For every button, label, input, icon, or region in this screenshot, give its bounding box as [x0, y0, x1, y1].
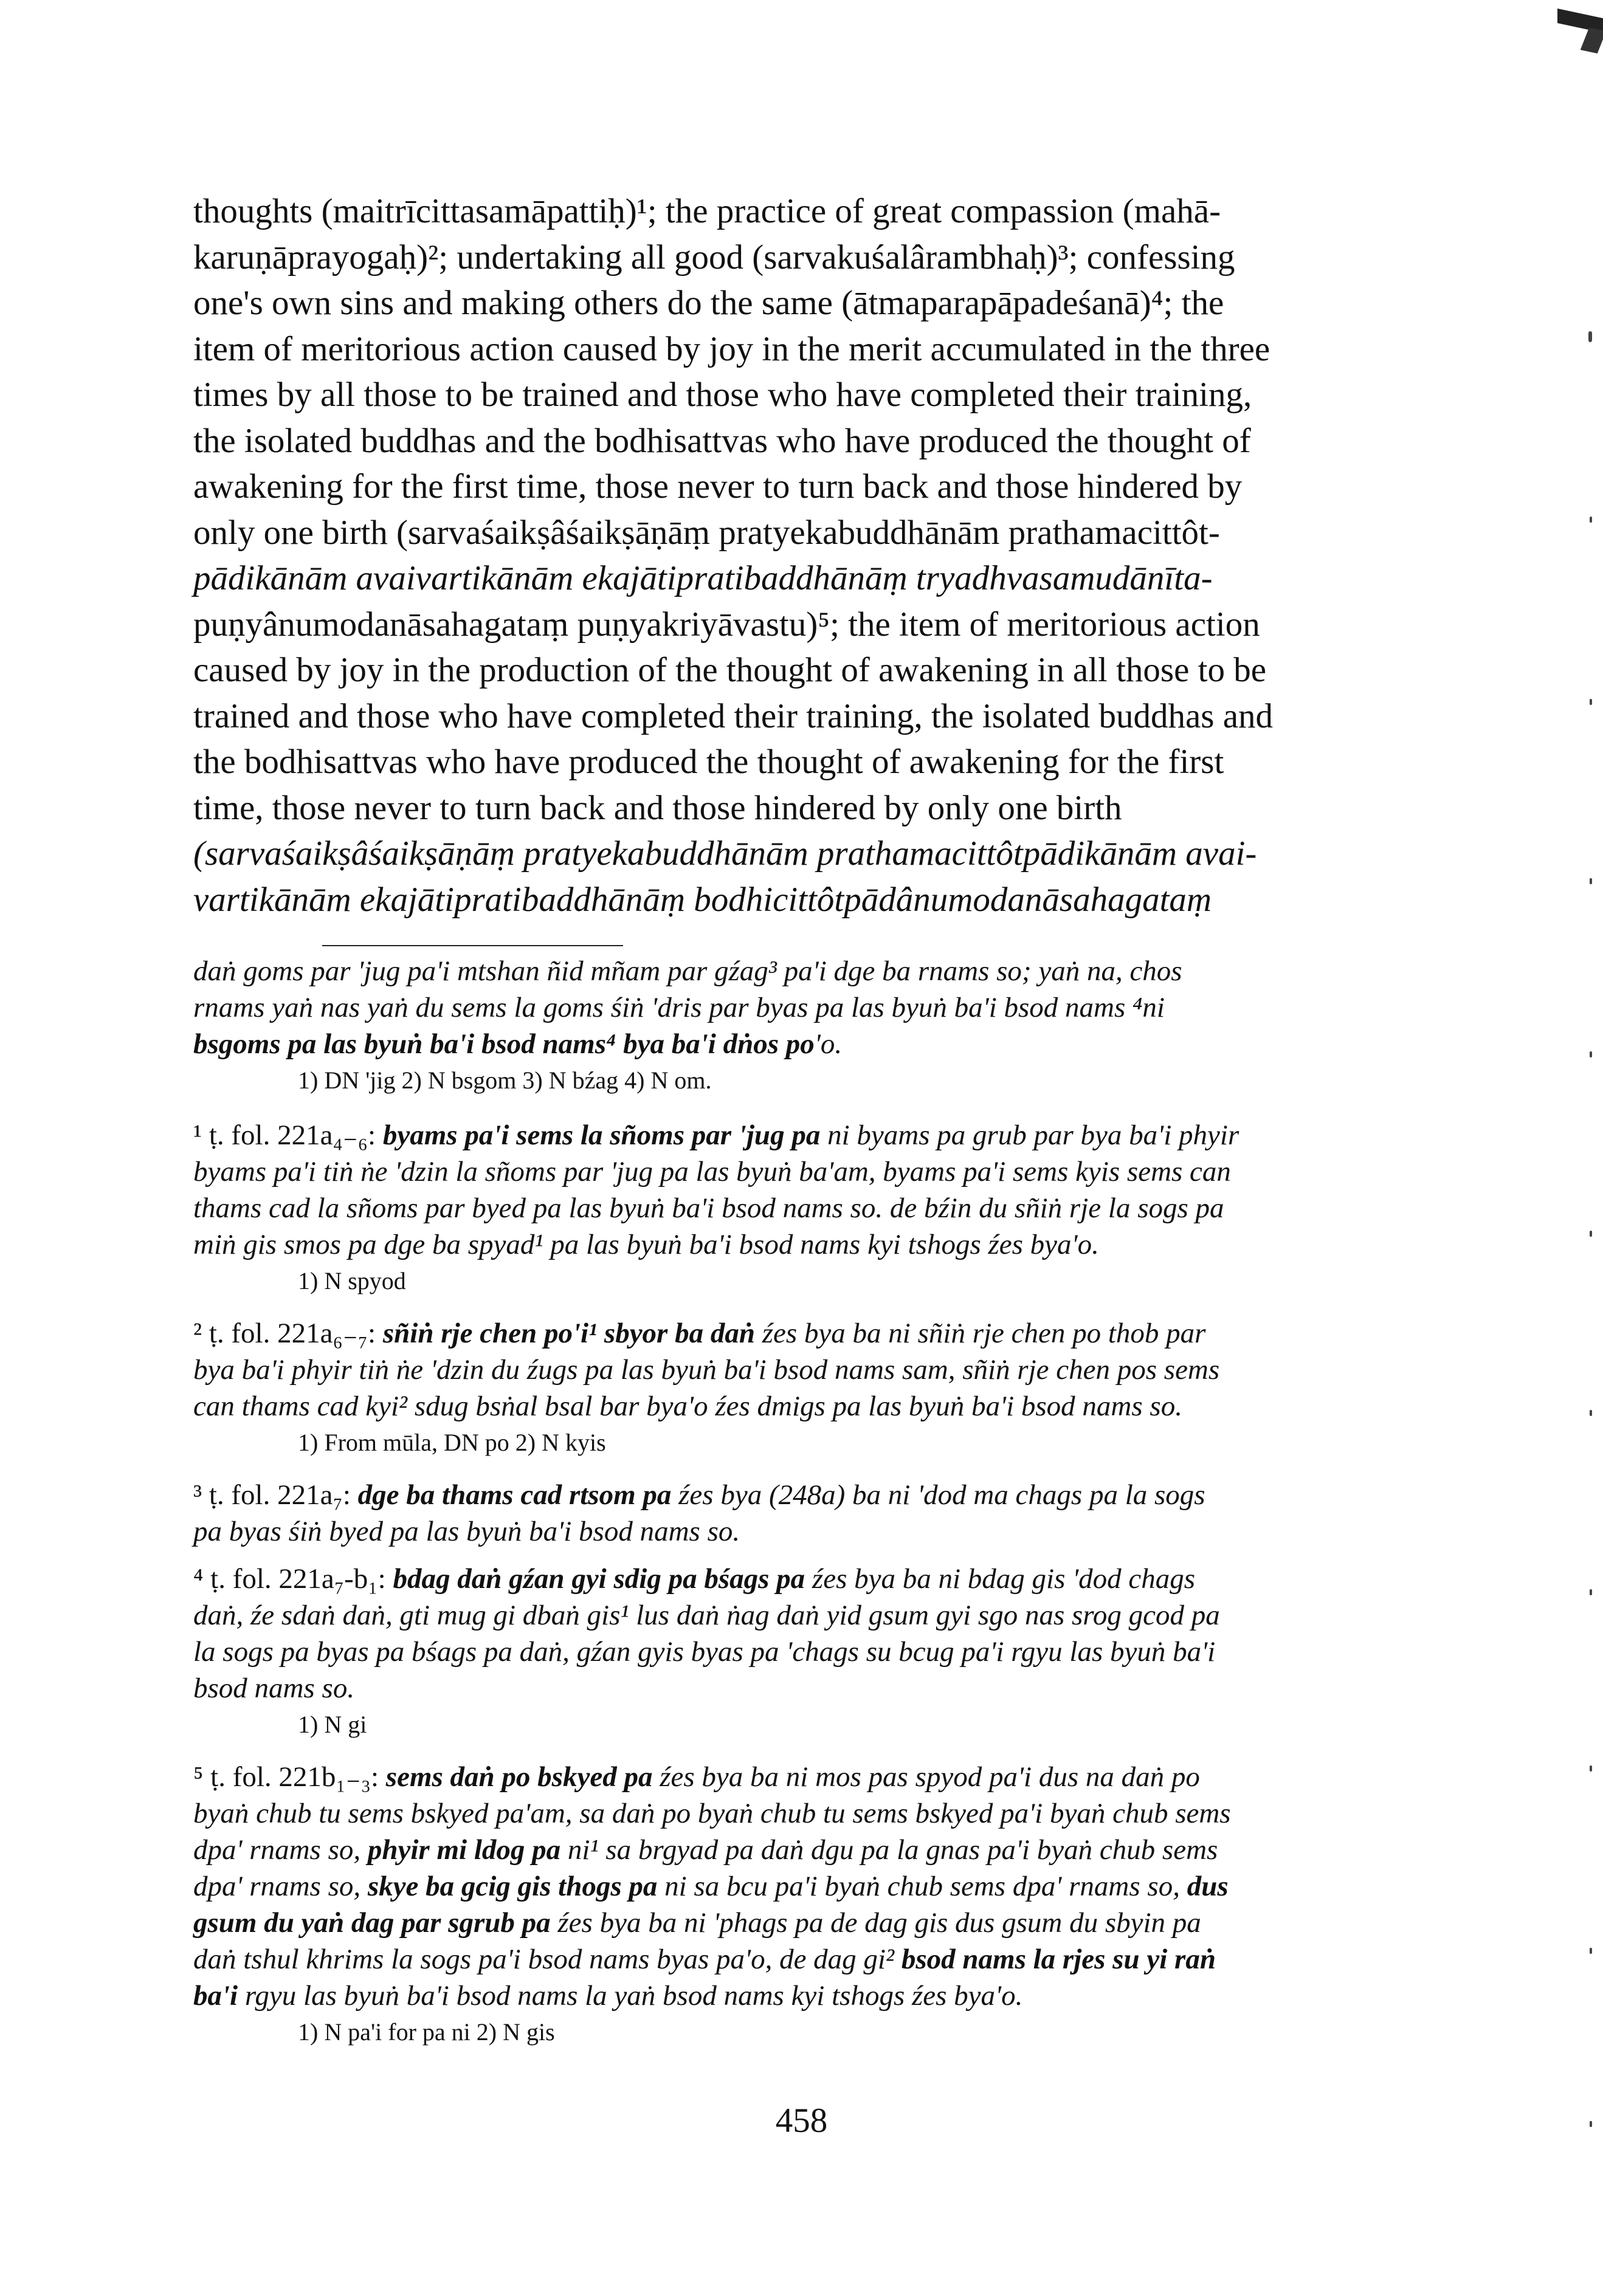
text-line: vartikānām ekajātipratibaddhānāṃ bodhicittôtpādânumodanāsahagataṃ — [193, 880, 1212, 919]
variant-readings: 1) N spyod — [298, 1267, 406, 1294]
footnote-line: byams pa'i tiṅ ṅe 'dzin la sñoms par 'jug pa las byuṅ ba'am, byams pa'i sems kyis sems can — [193, 1156, 1231, 1188]
footnote-lemma: gsum du yaṅ dag par sgrub pa — [193, 1907, 551, 1939]
footnote-line: daṅ, źe sdaṅ daṅ, gti mug gi dbaṅ gis¹ lus daṅ ṅag daṅ yid gsum gyi sgo nas srog gcod pa — [193, 1600, 1220, 1631]
footnote-3: ³ ṭ. fol. 221a₇: dge ba thams cad rtsom pa źes bya (248a) ba ni 'dod ma chags pa la sogs pa byas śiṅ byed pa las byuṅ ba'i bsod nams so. — [193, 1477, 1441, 1550]
variant-readings: 1) N gi — [298, 1711, 367, 1738]
footnote-line: dpa' rnams so, skye ba gcig gis thogs pa ni sa bcu pa'i byaṅ chub sems dpa' rnams so, dus — [193, 1871, 1229, 1902]
footnote-2: ² ṭ. fol. 221a₆₋₇: sñiṅ rje chen po'i¹ sbyor ba daṅ źes bya ba ni sñiṅ rje chen po thob par bya ba'i phyir tiṅ ṅe 'dzin du źugs pa las byuṅ ba'i bsod nams sam, sñiṅ rje chen pos sems can thams cad kyi² sdug bsṅal bsal bar bya'o źes dmigs pa las byuṅ ba'i bsod nams so. 1) From mūla, DN po 2) N kyis — [193, 1315, 1441, 1459]
scan-corner-mark — [1557, 9, 1603, 33]
scan-edge-mark — [1590, 1589, 1592, 1595]
text-line: caused by joy in the production of the thought of awakening in all those to be — [193, 651, 1267, 689]
footnote-line: la sogs pa byas pa bśags pa daṅ, gźan gyis byas pa 'chags su bcug pa'i rgyu las byuṅ ba'i — [193, 1636, 1216, 1668]
footnote-line: byaṅ chub tu sems bskyed pa'am, sa daṅ po byaṅ chub tu sems bskyed pa'i byaṅ chub sems — [193, 1798, 1231, 1829]
footnote-ref: ⁵ ṭ. fol. 221b₁₋₃: — [193, 1761, 379, 1793]
footnote-line: ba'i rgyu las byuṅ ba'i bsod nams la yaṅ bsod nams kyi tshogs źes bya'o. — [193, 1980, 1023, 2012]
footnote-separator — [322, 945, 623, 946]
footnote-lemma: ba'i — [193, 1980, 238, 2012]
footnote-line: miṅ gis smos pa dge ba spyad¹ pa las byuṅ ba'i bsod nams kyi tshogs źes bya'o. — [193, 1229, 1099, 1260]
page-number: 458 — [775, 2102, 828, 2140]
scan-edge-mark — [1590, 1231, 1592, 1237]
scan-edge-mark — [1590, 517, 1592, 523]
text-line: one's own sins and making others do the same (ātmaparapāpadeśanā)⁴; the — [193, 284, 1224, 322]
footnote-line: bsgoms pa las byuṅ ba'i bsod nams⁴ bya ba'i dṅos po'o. — [193, 1028, 843, 1060]
footnote-ref: ¹ ṭ. fol. 221a₄₋₆: — [193, 1119, 376, 1151]
variant-readings: 1) N pa'i for pa ni 2) N gis — [298, 2018, 555, 2046]
text-line: (sarvaśaikṣâśaikṣāṇāṃ pratyekabuddhānām prathamacittôtpādikānām avai- — [193, 834, 1257, 873]
footnote-line: can thams cad kyi² sdug bsṅal bsal bar bya'o źes dmigs pa las byuṅ ba'i bsod nams so. — [193, 1390, 1182, 1422]
footnote-lemma: dus — [1187, 1871, 1229, 1902]
text-line: pādikānām avaivartikānām ekajātipratibaddhānāṃ tryadhvasamudānīta- — [193, 559, 1213, 597]
footnote-ref: ³ ṭ. fol. 221a₇: — [193, 1479, 351, 1511]
footnote-4: ⁴ ṭ. fol. 221a₇-b₁: bdag daṅ gźan gyi sdig pa bśags pa źes bya ba ni bdag gis 'dod chags daṅ, źe sdaṅ daṅ, gti mug gi dbaṅ gis¹ lus daṅ ṅag daṅ yid gsum gyi sgo nas srog gcod pa la sogs pa byas pa bśags pa daṅ, gźan gyis byas pa 'chags su bcug pa'i rgyu las byuṅ ba'i bsod nams so. 1) N gi — [193, 1561, 1441, 1741]
text-line: times by all those to be trained and those who have completed their training, — [193, 376, 1252, 414]
footnote-lemma: dge ba thams cad rtsom pa — [357, 1479, 672, 1511]
footnote-continuation — [193, 953, 1441, 1096]
footnote-lemma: sñiṅ rje chen po'i¹ sbyor ba daṅ — [382, 1318, 755, 1349]
footnote-line: thams cad la sñoms par byed pa las byuṅ ba'i bsod nams so. de bźin du sñiṅ rje la sogs pa — [193, 1192, 1224, 1224]
footnote-lemma: bsod nams la rjes su yi raṅ — [901, 1944, 1216, 1975]
scan-edge-mark — [1588, 331, 1592, 342]
footnote-lemma: byams pa'i sems la sñoms par 'jug pa — [382, 1119, 821, 1151]
footnote-ref: ⁴ ṭ. fol. 221a₇-b₁: — [193, 1563, 386, 1595]
scan-edge-mark — [1590, 699, 1592, 705]
text-line: the isolated buddhas and the bodhisattvas who have produced the thought of — [193, 421, 1251, 460]
footnote-ref: ² ṭ. fol. 221a₆₋₇: — [193, 1318, 376, 1349]
footnote-line: bsod nams so. — [193, 1672, 355, 1704]
footnote-lemma: bsgoms pa las byuṅ ba'i bsod nams⁴ bya ba'i dṅos po — [193, 1028, 815, 1060]
scan-edge-mark — [1590, 1765, 1592, 1772]
footnote-lemma: skye ba gcig gis thogs pa — [367, 1871, 658, 1902]
footnote-line: dpa' rnams so, phyir mi ldog pa ni¹ sa brgyad pa daṅ dgu pa la gnas pa'i byaṅ chub sems — [193, 1834, 1218, 1866]
footnote-line: rnams yaṅ nas yaṅ du sems la goms śiṅ 'dris par byas pa las byuṅ ba'i bsod nams ⁴ni — [193, 992, 1165, 1023]
variant-readings: 1) From mūla, DN po 2) N kyis — [298, 1429, 606, 1456]
text-line: the bodhisattvas who have produced the thought of awakening for the first — [193, 743, 1224, 781]
footnote-line: daṅ tshul khrims la sogs pa'i bsod nams byas pa'o, de dag gi² bsod nams la rjes su yi raṅ — [193, 1944, 1216, 1975]
scan-edge-mark — [1590, 1410, 1592, 1416]
text-line: time, those never to turn back and those hindered by only one birth — [193, 788, 1122, 827]
footnote-line: pa byas śiṅ byed pa las byuṅ ba'i bsod nams so. — [193, 1516, 740, 1547]
text-line: item of meritorious action caused by joy in the merit accumulated in the three — [193, 329, 1270, 368]
footnote-line: bya ba'i phyir tiṅ ṅe 'dzin du źugs pa las byuṅ ba'i bsod nams sam, sñiṅ rje chen pos sems — [193, 1354, 1220, 1386]
footnote-line: daṅ goms par 'jug pa'i mtshan ñid mñam par gźag³ pa'i dge ba rnams so; yaṅ na, chos — [193, 955, 1182, 987]
scan-edge-mark — [1590, 1948, 1592, 1954]
footnote-lemma: sems daṅ po bskyed pa — [385, 1761, 653, 1793]
scan-edge-mark — [1590, 1051, 1592, 1057]
main-text — [193, 188, 1441, 923]
footnote-lemma: bdag daṅ gźan gyi sdig pa bśags pa — [393, 1563, 805, 1595]
footnote-lemma: phyir mi ldog pa — [367, 1834, 561, 1866]
scan-edge-mark — [1590, 878, 1592, 884]
footnote-1: ¹ ṭ. fol. 221a₄₋₆: byams pa'i sems la sñoms par 'jug pa ni byams pa grub par bya ba'i phyir byams pa'i tiṅ ṅe 'dzin la sñoms par 'jug pa las byuṅ ba'am, byams pa'i sems kyis sems can thams cad la sñoms par byed pa las byuṅ ba'i bsod nams so. de bźin du sñiṅ rje la sogs pa miṅ gis smos pa dge ba spyad¹ pa las byuṅ ba'i bsod nams kyi tshogs źes bya'o. 1) N spyod — [193, 1117, 1441, 1297]
text-line: thoughts (maitrīcittasamāpattiḥ)¹; the practice of great compassion (mahā- — [193, 192, 1221, 230]
footnote-line: gsum du yaṅ dag par sgrub pa źes bya ba ni 'phags pa de dag gis dus gsum du sbyin pa — [193, 1907, 1201, 1939]
text-line: karuṇāprayogaḥ)²; undertaking all good (sarvakuśalârambhaḥ)³; confessing — [193, 238, 1235, 277]
footnote-list — [193, 1117, 1441, 2048]
text-line: puṇyânumodanāsahagataṃ puṇyakriyāvastu)⁵; the item of meritorious action — [193, 605, 1260, 644]
text-line: trained and those who have completed their training, the isolated buddhas and — [193, 696, 1273, 735]
text-line: awakening for the first time, those never to turn back and those hindered by — [193, 467, 1243, 506]
footnote-5: ⁵ ṭ. fol. 221b₁₋₃: sems daṅ po bskyed pa źes bya ba ni mos pas spyod pa'i dus na daṅ po byaṅ chub tu sems bskyed pa'am, sa daṅ po byaṅ chub tu sems bskyed pa'i byaṅ chub sems dpa' rnams so, phyir mi ldog pa ni¹ sa brgyad pa daṅ dgu pa la gnas pa'i byaṅ chub sems dpa' rnams so, skye ba gcig gis thogs pa ni sa bcu pa'i byaṅ chub sems dpa' rnams so, dus gsum du yaṅ dag par sgrub pa źes bya ba ni 'phags pa de dag gis dus gsum du sbyin pa daṅ tshul khrims la sogs pa'i bsod nams byas pa'o, de dag gi² bsod nams la rjes su yi raṅ ba'i rgyu las byuṅ ba'i bsod nams la yaṅ bsod nams kyi tshogs źes bya'o. 1) N pa'i for pa ni 2) N gis — [193, 1759, 1441, 2048]
text-line: only one birth (sarvaśaikṣâśaikṣāṇāṃ pratyekabuddhānām prathamacittôt- — [193, 513, 1220, 552]
variant-readings: 1) DN 'jig 2) N bsgom 3) N bźag 4) N om. — [298, 1067, 712, 1094]
